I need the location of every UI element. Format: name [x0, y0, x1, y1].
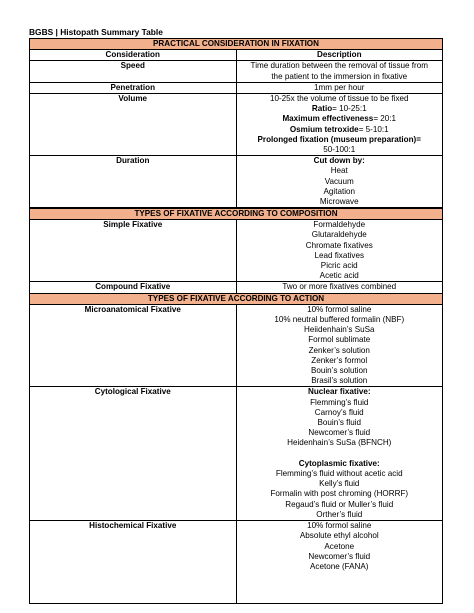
consideration-label: Duration	[30, 156, 237, 208]
description-line	[239, 114, 441, 124]
description-line: Acetic acid	[319, 271, 359, 281]
description-line: Bouin’s solution	[310, 366, 368, 376]
description-line: Carnoy’s fluid	[314, 407, 364, 417]
consideration-row	[30, 61, 443, 82]
consideration-row	[30, 82, 443, 93]
column-header-description: Description	[236, 50, 443, 61]
composition-description	[236, 220, 443, 282]
consideration-row	[30, 94, 443, 156]
description-line: Zenker’s solution	[308, 345, 370, 355]
consideration-row	[30, 156, 443, 208]
description-line: 50-100:1	[323, 145, 356, 155]
composition-row	[30, 282, 443, 293]
description-line: Regaud’s fluid or Muller’s fluid	[285, 499, 394, 509]
description-line: Zenker’s formol	[311, 355, 368, 365]
composition-description	[236, 282, 443, 293]
description-line: Prolonged fixation (museum preparation)=	[257, 134, 421, 144]
description-line: Heiidenhain’s SuSa	[304, 325, 375, 335]
description-line-part: = 5-10:1	[358, 124, 389, 134]
description-line: 10% formol saline	[307, 304, 372, 314]
description-line-part: = 20:1	[373, 114, 397, 124]
description-line: Vacuum	[324, 176, 354, 186]
description-line: Acetone (FANA)	[310, 561, 369, 571]
consideration-label: Penetration	[30, 82, 237, 93]
document-title: BGBS | Histopath Summary Table	[29, 27, 163, 37]
description-line: Newcomer’s fluid	[308, 551, 371, 561]
description-line: the patient to the immersion in fixative	[271, 71, 408, 81]
action-description	[236, 521, 443, 604]
consideration-label: Speed	[30, 61, 237, 82]
consideration-description	[236, 94, 443, 156]
description-line: Picric acid	[320, 261, 358, 271]
description-line: Absolute ethyl alcohol	[299, 531, 379, 541]
description-line: Microwave	[319, 197, 359, 207]
description-line: Flemming’s fluid	[310, 397, 369, 407]
description-line: Formalin with post chroming (HORRF)	[270, 489, 409, 499]
description-line: 10-25x the volume of tissue to be fixed	[269, 94, 409, 104]
action-description	[236, 304, 443, 387]
action-label: Histochemical Fixative	[30, 521, 237, 604]
description-line: 10% formol saline	[307, 521, 372, 531]
description-line: Orther’s fluid	[316, 509, 363, 519]
description-line: Two or more fixatives combined	[282, 282, 397, 292]
action-description	[236, 387, 443, 521]
description-line	[239, 593, 441, 603]
column-header-consideration: Consideration	[30, 50, 237, 61]
consideration-label: Volume	[30, 94, 237, 156]
description-line: Glutaraldehyde	[311, 230, 367, 240]
action-label: Cytological Fixative	[30, 387, 237, 521]
description-line: Nuclear fixative:	[307, 387, 371, 397]
section-header-composition: TYPES OF FIXATIVE ACCORDING TO COMPOSITION	[30, 209, 443, 220]
action-row	[30, 521, 443, 604]
description-line: Flemming’s fluid without acetic acid	[275, 469, 403, 479]
action-row	[30, 304, 443, 387]
description-line: Formol sublimate	[308, 335, 371, 345]
description-line-part: Ratio	[311, 104, 333, 114]
consideration-description	[236, 156, 443, 208]
composition-row	[30, 220, 443, 282]
description-line-part: Osmium tetroxide	[289, 124, 359, 134]
section-header-practical: PRACTICAL CONSIDERATION IN FIXATION	[30, 39, 443, 50]
description-line: Cut down by:	[313, 156, 365, 166]
action-row	[30, 387, 443, 521]
description-line: Kelly’s fluid	[319, 479, 360, 489]
description-line: Acetone	[324, 541, 355, 551]
fixative-types-table	[29, 208, 443, 604]
description-line: Cytoplasmic fixative:	[298, 458, 380, 468]
practical-consideration-table	[29, 38, 443, 208]
description-line: 1mm per hour	[314, 82, 365, 92]
description-line: Lead fixatives	[314, 250, 364, 260]
description-line	[239, 104, 441, 114]
section-header-action: TYPES OF FIXATIVE ACCORDING TO ACTION	[30, 293, 443, 304]
description-line: Bouin’s fluid	[317, 418, 361, 428]
action-label: Microanatomical Fixative	[30, 304, 237, 387]
composition-label: Compound Fixative	[30, 282, 237, 293]
composition-label: Simple Fixative	[30, 220, 237, 282]
description-line: Heat	[330, 166, 348, 176]
description-line: Time duration between the removal of tissue from	[250, 61, 428, 71]
description-line	[239, 572, 441, 582]
description-line	[239, 125, 441, 135]
description-line: Chromate fixatives	[305, 240, 373, 250]
consideration-description	[236, 61, 443, 82]
description-line-part: Maximum effectiveness	[282, 114, 374, 124]
description-line: Heidenhain’s SuSa (BFNCH)	[287, 438, 392, 448]
description-line: Formaldehyde	[313, 220, 366, 230]
description-line-part: = 10-25:1	[332, 104, 367, 114]
description-line: Agitation	[323, 186, 355, 196]
consideration-description	[236, 82, 443, 93]
description-line: Newcomer’s fluid	[308, 428, 371, 438]
description-line: Brasil’s solution	[311, 376, 368, 386]
description-line: 10% neutral buffered formalin (NBF)	[274, 315, 405, 325]
description-line	[239, 449, 441, 459]
description-line	[239, 582, 441, 592]
